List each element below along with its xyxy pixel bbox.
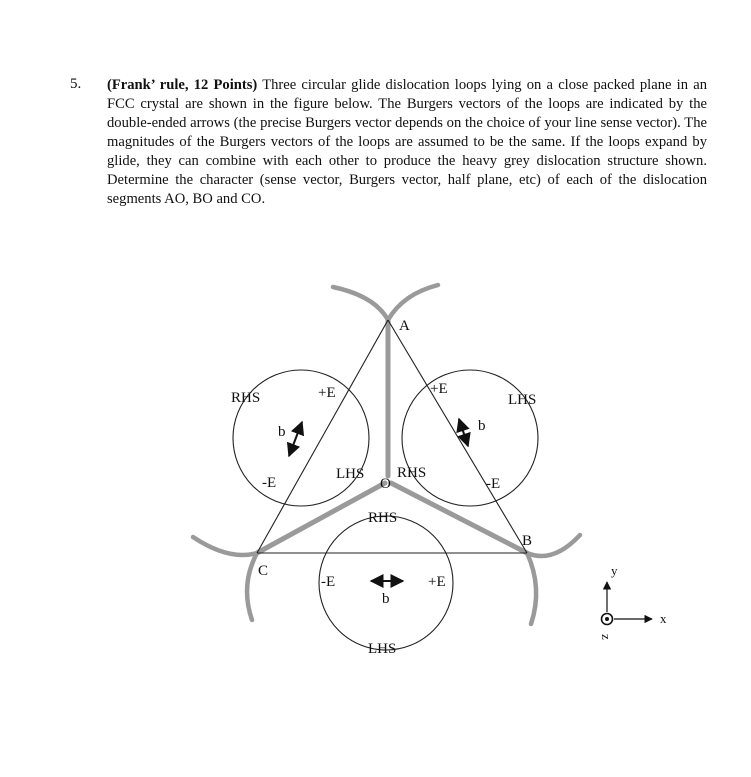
coordinate-axes: [599, 563, 667, 640]
right-loop-b: b: [478, 418, 486, 434]
problem-number: 5.: [70, 76, 82, 92]
label-o: O: [380, 476, 391, 492]
curve-left: [193, 537, 257, 555]
left-loop-minus-e: -E: [262, 475, 277, 491]
left-loop-plus-e: +E: [318, 385, 336, 401]
curve-right: [527, 535, 580, 556]
bottom-loop-b: b: [382, 591, 390, 607]
right-loop-minus-e: -E: [486, 476, 501, 492]
bottom-loop-lhs: LHS: [368, 641, 397, 657]
axis-label-y: y: [611, 563, 618, 578]
problem-body: Three circular glide dislocation loops lying on a close packed plane in an FCC crystal are shown in the figure below. The Burgers vectors of the loops are indicated by the double-ended arrows (the precise Burgers vector depends on the choice of your line sense vector). The magnitudes of the Burgers vectors of the loops are assumed to be the same. If the loops expand by glide, they can combine with each other to produce the heavy grey dislocation structure shown. Determine the character (sense vector, Burgers vector, half plane, etc) of each of the dislocation segments AO, BO and CO.: [107, 77, 707, 207]
curve-bottom-right: [527, 553, 536, 624]
label-a: A: [399, 318, 410, 334]
axis-label-x: x: [660, 611, 667, 626]
bottom-loop-plus-e: +E: [428, 574, 446, 590]
curve-top-right: [388, 285, 438, 320]
right-loop-circle: [402, 370, 538, 506]
right-loop-plus-e: +E: [430, 381, 448, 397]
left-burgers-arrow: [289, 422, 302, 456]
label-c: C: [258, 563, 269, 579]
bottom-loop-minus-e: -E: [321, 574, 336, 590]
bottom-loop-rhs: RHS: [368, 510, 398, 526]
curve-top-left: [333, 287, 388, 320]
problem-title: (Frank’ rule, 12 Points): [107, 77, 258, 93]
right-loop-rhs: RHS: [397, 465, 427, 481]
left-loop-lhs: LHS: [336, 466, 365, 482]
label-b: B: [522, 533, 533, 549]
left-loop-rhs: RHS: [231, 390, 261, 406]
left-loop-b: b: [278, 424, 286, 440]
right-loop-lhs: LHS: [508, 392, 537, 408]
curve-bottom-left: [247, 553, 257, 620]
axis-label-z: z: [599, 634, 614, 640]
grey-dislocation-structure: [193, 285, 580, 624]
